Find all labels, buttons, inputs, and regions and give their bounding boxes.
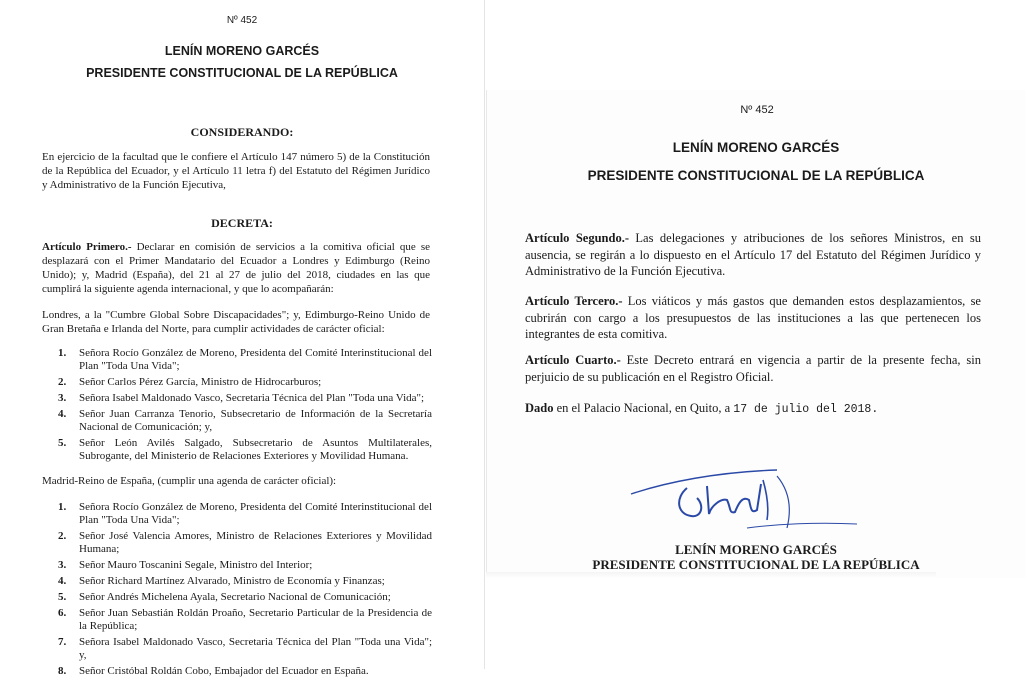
articulo-cuarto-label: Artículo Cuarto.-: [525, 353, 621, 367]
list-item: [42, 501, 432, 527]
decree-number: Nº 452: [226, 15, 258, 26]
list-item-number: 1.: [58, 501, 67, 513]
list-item: [42, 392, 432, 405]
list-item-text: Señora Isabel Maldonado Vasco, Secretaria Técnica del Plan "Toda una Vida";: [79, 392, 425, 404]
header-name: LENÍN MORENO GARCÉS: [672, 140, 840, 155]
signature-name: LENÍN MORENO GARCÉS: [675, 542, 837, 557]
madrid-intro: Madrid-Reino de España, (cumplir una agenda de carácter oficial):: [42, 475, 337, 487]
list-item-number: 6.: [58, 607, 67, 619]
list-item-text: Señor Juan Carranza Tenorio, Subsecretario de Información de la Secretaría Nacional de Comunicación; y,: [79, 408, 432, 433]
list-item-text: Señora Isabel Maldonado Vasco, Secretaria Técnica del Plan "Toda una Vida"; y,: [79, 636, 432, 661]
articulo-tercero-paragraph: [525, 293, 981, 343]
articulo-segundo-text: Las delegaciones y atribuciones de los señores Ministros, en su ausencia, se regirán a lo dispuesto en el Artículo 17 del Estatuto del Régimen Jurídico y Administrativo de la Función Ejecutiva.: [525, 231, 981, 278]
list-item: [42, 591, 432, 604]
list-item-text: Señor José Valencia Amores, Ministro de Relaciones Exteriores y Movilidad Humana;: [79, 530, 432, 555]
decree-number: Nº 452: [740, 104, 774, 116]
list-item-number: 7.: [58, 636, 67, 648]
articulo-tercero-text: Los viáticos y más gastos que demanden estos desplazamientos, se cubrirán con cargo a los presupuestos de las instituciones a las que pertenecen los integrantes de esta comitiva.: [525, 294, 981, 341]
list-item: [42, 408, 432, 434]
decreta-heading: DECRETA:: [211, 216, 273, 230]
articulo-primero-text: Declarar en comisión de servicios a la comitiva oficial que se desplazará con el Primer Mandatario del Ecuador a Londres y Edimburgo (Reino Unido); y, Madrid (España), del 21 al 27 de julio del 2018, ciudades en las que cumplirá la siguiente agenda internacional, y que lo acompañarán:: [42, 241, 430, 295]
header-title: PRESIDENTE CONSTITUCIONAL DE LA REPÚBLICA: [587, 168, 925, 183]
articulo-primero-paragraph: [42, 240, 430, 296]
list-item: [42, 437, 432, 463]
decree-page-1: [0, 0, 485, 677]
articulo-segundo-label: Artículo Segundo.-: [525, 231, 629, 245]
decree-page-2: [486, 90, 1025, 578]
articulo-segundo-paragraph: [525, 230, 981, 280]
list-item: [42, 575, 432, 588]
london-delegation-list: [42, 347, 432, 466]
list-item-text: Señor Carlos Pérez García, Ministro de Hidrocarburos;: [79, 376, 322, 388]
list-item-number: 8.: [58, 665, 67, 677]
list-item-number: 5.: [58, 437, 67, 449]
presidential-signature: [627, 458, 877, 538]
list-item-text: Señor Cristóbal Roldán Cobo, Embajador del Ecuador en España.: [79, 665, 369, 677]
dado-label: Dado: [525, 401, 554, 415]
list-item-text: Señora Rocío González de Moreno, Presidenta del Comité Interinstitucional del Plan "Toda Una Vida";: [79, 501, 432, 526]
list-item-number: 2.: [58, 530, 67, 542]
london-intro: Londres, a la "Cumbre Global Sobre Discapacidades"; y, Edimburgo-Reino Unido de Gran Bretaña e Irlanda del Norte, para cumplir actividades de carácter oficial:: [42, 309, 430, 335]
list-item: [42, 607, 432, 633]
list-item: [42, 347, 432, 373]
articulo-cuarto-text: Este Decreto entrará en vigencia a partir de la presente fecha, sin perjuicio de su publicación en el Registro Oficial.: [525, 353, 981, 384]
list-item: [42, 665, 432, 678]
considerando-paragraph: En ejercicio de la facultad que le confiere el Artículo 147 número 5) de la Constitución de la República del Ecuador, y el Artículo 11 letra f) del Estatuto del Régimen Jurídico y Administrativo de la Función Ejecutiva,: [42, 151, 430, 191]
list-item: [42, 530, 432, 556]
list-item-text: Señor Andrés Michelena Ayala, Secretario Nacional de Comunicación;: [79, 591, 391, 603]
page-edge-shadow: [486, 572, 936, 578]
articulo-primero-label: Artículo Primero.-: [42, 241, 132, 253]
dado-paragraph: [525, 400, 981, 419]
list-item-text: Señor Mauro Toscanini Segale, Ministro del Interior;: [79, 559, 313, 571]
articulo-tercero-label: Artículo Tercero.-: [525, 294, 623, 308]
madrid-delegation-list: [42, 501, 432, 681]
considerando-heading: CONSIDERANDO:: [190, 125, 294, 139]
list-item-text: Señora Rocío González de Moreno, Presidenta del Comité Interinstitucional del Plan "Toda Una Vida";: [79, 347, 432, 372]
list-item-number: 4.: [58, 408, 67, 420]
list-item-number: 1.: [58, 347, 67, 359]
header-title: PRESIDENTE CONSTITUCIONAL DE LA REPÚBLICA: [86, 66, 398, 80]
list-item-number: 3.: [58, 392, 67, 404]
list-item-number: 5.: [58, 591, 67, 603]
list-item: [42, 376, 432, 389]
dado-date: 17 de julio del 2018.: [733, 403, 879, 416]
header-name: LENÍN MORENO GARCÉS: [164, 44, 320, 58]
list-item: [42, 559, 432, 572]
signature-title: PRESIDENTE CONSTITUCIONAL DE LA REPÚBLICA: [592, 557, 920, 572]
list-item-text: Señor León Avilés Salgado, Subsecretario de Asuntos Multilaterales, Subrogante, del Ministerio de Relaciones Exteriores y Movilidad Humana.: [79, 437, 432, 462]
list-item-number: 3.: [58, 559, 67, 571]
list-item-number: 2.: [58, 376, 67, 388]
list-item-text: Señor Richard Martínez Alvarado, Ministro de Economía y Finanzas;: [79, 575, 385, 587]
articulo-cuarto-paragraph: [525, 352, 981, 385]
list-item-text: Señor Juan Sebastián Roldán Proaño, Secretario Particular de la Presidencia de la República;: [79, 607, 432, 632]
list-item-number: 4.: [58, 575, 67, 587]
list-item: [42, 636, 432, 662]
dado-text: en el Palacio Nacional, en Quito, a: [553, 401, 734, 415]
